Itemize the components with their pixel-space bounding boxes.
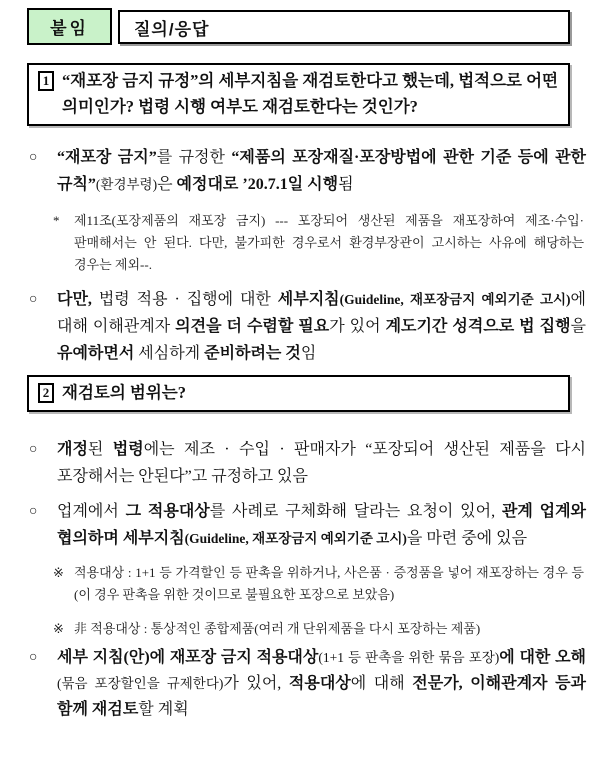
asterisk-icon: * (53, 213, 60, 228)
document-header (27, 8, 586, 45)
bullet-paragraph-1-text: “재포장 금지”를 규정한 “제품의 포장재질·포장방법에 관한 기준 등에 관한 규칙”(환경부령)은 예정대로 ’20.7.1일 시행됨 (57, 149, 587, 193)
question-2-text: 재검토의 범위는? (62, 383, 186, 402)
attachment-badge: 붙임 (27, 8, 112, 45)
reference-mark-icon: ※ (53, 565, 64, 580)
bullet-paragraph-3-text: 개정된 법령에는 제조 · 수입 · 판매자가 “포장되어 생산된 제품을 다시 포장해서는 안된다”고 규정하고 있음 (57, 441, 586, 485)
circle-bullet-icon: ○ (29, 650, 38, 665)
reference-note-2 (27, 618, 586, 639)
footnote-1-text: 제11조(포장제품의 재포장 금지) --- 포장되어 생산된 제품을 재포장하여 제조·수입·판매해서는 안 된다. 다만, 불가피한 경우로서 환경부장관이 고시하는 사유에 해당하는 경우는 제외--. (74, 213, 584, 272)
question-number-2-icon: 2 (38, 383, 54, 403)
reference-mark-icon: ※ (53, 621, 64, 636)
footnote-1 (27, 210, 586, 276)
bullet-paragraph-1 (27, 144, 586, 198)
bullet-paragraph-4 (27, 498, 586, 552)
bullet-paragraph-5-text: 세부 지침(안)에 재포장 금지 적용대상(1+1 등 판촉을 위한 묶음 포장)에 대한 오해(묶음 포장할인을 규제한다)가 있어, 적용대상에 대해 전문가, 이해관계자 등과 함께 재검토할 계획 (57, 649, 587, 718)
circle-bullet-icon: ○ (29, 442, 38, 457)
circle-bullet-icon: ○ (29, 292, 38, 307)
document-title: 질의/응답 (118, 10, 570, 44)
reference-note-2-text: 非 적용대상 : 통상적인 종합제품(여러 개 단위제품을 다시 포장하는 제품) (74, 621, 481, 636)
question-number-1-icon: 1 (38, 71, 54, 91)
bullet-paragraph-3 (27, 436, 586, 490)
question-1-text: “재포장 금지 규정”의 세부지침을 재검토한다고 했는데, 법적으로 어떤 의미인가? 법령 시행 여부도 재검토한다는 것인가? (62, 71, 558, 116)
bullet-paragraph-5 (27, 645, 586, 723)
bullet-paragraph-2 (27, 286, 586, 367)
question-box-1 (27, 63, 570, 126)
question-box-2 (27, 375, 570, 412)
circle-bullet-icon: ○ (29, 504, 38, 519)
reference-note-1-text: 적용대상 : 1+1 등 가격할인 등 판촉을 위하거나, 사은품 · 증정품을 넣어 재포장하는 경우 등(이 경우 판촉을 위한 것이므로 불필요한 포장으로 보았음) (74, 565, 584, 602)
reference-note-1 (27, 562, 586, 606)
circle-bullet-icon: ○ (29, 150, 38, 165)
bullet-paragraph-2-text: 다만, 법령 적용 · 집행에 대한 세부지침(Guideline, 재포장금지 예외기준 고시)에 대해 이해관계자 의견을 더 수렴할 필요가 있어 계도기간 성격으로 법 집행을 유예하면서 세심하게 준비하려는 것임 (57, 291, 587, 362)
bullet-paragraph-4-text: 업계에서 그 적용대상를 사례로 구체화해 달라는 요청이 있어, 관계 업계와 협의하며 세부지침(Guideline, 재포장금지 예외기준 고시)을 마련 중에 있음 (57, 503, 586, 547)
